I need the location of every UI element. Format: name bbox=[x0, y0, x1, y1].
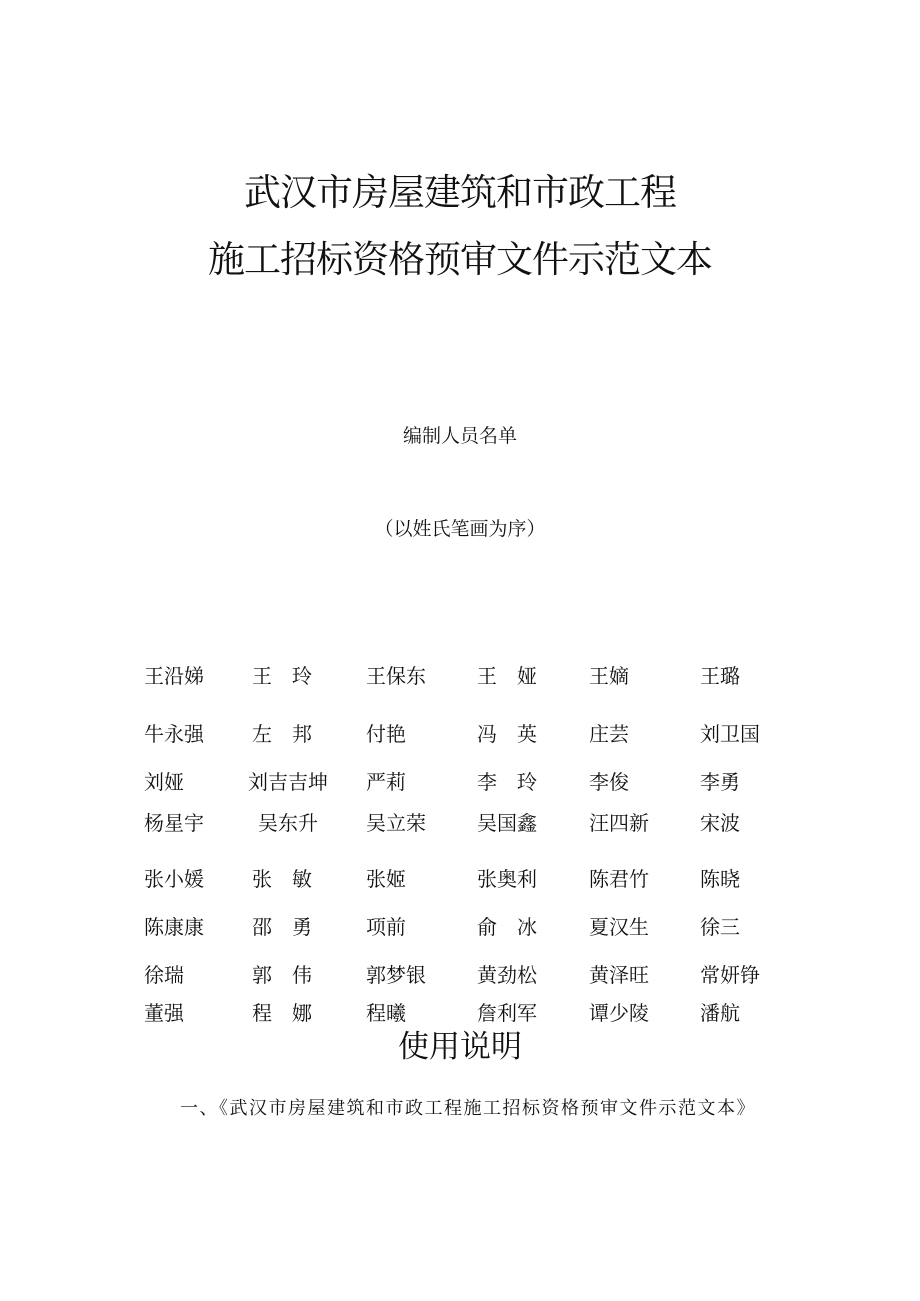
editors-list-heading: 编制人员名单 bbox=[402, 425, 517, 447]
editor-name: 王嫡 bbox=[589, 664, 629, 688]
editor-name: 张姬 bbox=[366, 867, 406, 891]
editor-name: 黄泽旺 bbox=[589, 963, 649, 987]
editor-name: 左 邦 bbox=[252, 722, 312, 746]
editor-name: 王璐 bbox=[700, 664, 740, 688]
editor-name: 付艳 bbox=[366, 722, 406, 746]
editor-name: 俞 冰 bbox=[477, 915, 537, 939]
editor-name: 王 娅 bbox=[477, 664, 537, 688]
editor-name: 吴立荣 bbox=[366, 811, 426, 835]
editor-name: 常妍铮 bbox=[700, 963, 760, 987]
usage-section-title: 使用说明 bbox=[398, 1029, 522, 1065]
editor-name: 程 娜 bbox=[252, 1001, 312, 1025]
editor-name: 程曦 bbox=[366, 1001, 406, 1025]
editor-name: 汪四新 bbox=[589, 811, 649, 835]
editor-name: 谭少陵 bbox=[589, 1001, 649, 1025]
editor-name: 詹利军 bbox=[477, 1001, 537, 1025]
editor-name: 项前 bbox=[366, 915, 406, 939]
document-title-line-2: 施工招标资格预审文件示范文本 bbox=[208, 238, 712, 281]
editor-name: 宋波 bbox=[700, 811, 740, 835]
editor-name: 李勇 bbox=[700, 770, 740, 794]
editor-name: 徐瑞 bbox=[144, 963, 184, 987]
order-note: （以姓氏笔画为序） bbox=[374, 518, 546, 540]
editor-name: 刘娅 bbox=[144, 770, 184, 794]
editor-name: 吴东升 bbox=[258, 811, 318, 835]
editor-name: 吴国鑫 bbox=[477, 811, 537, 835]
editor-name: 夏汉生 bbox=[589, 915, 649, 939]
editor-name: 陈晓 bbox=[700, 867, 740, 891]
editor-name: 潘航 bbox=[700, 1001, 740, 1025]
editor-name: 杨星宇 bbox=[144, 811, 204, 835]
editor-name: 李 玲 bbox=[477, 770, 537, 794]
editor-name: 张 敏 bbox=[252, 867, 312, 891]
editor-name: 郭 伟 bbox=[252, 963, 312, 987]
editor-name: 严莉 bbox=[366, 770, 406, 794]
editor-name: 黄劲松 bbox=[477, 963, 537, 987]
editor-name: 张小媛 bbox=[144, 867, 204, 891]
editor-name: 郭梦银 bbox=[366, 963, 426, 987]
editor-name: 王保东 bbox=[366, 664, 426, 688]
editor-name: 牛永强 bbox=[144, 722, 204, 746]
document-title-line-1: 武汉市房屋建筑和市政工程 bbox=[244, 171, 676, 214]
editor-name: 张奥利 bbox=[477, 867, 537, 891]
editor-name: 董强 bbox=[144, 1001, 184, 1025]
editor-name: 刘卫国 bbox=[700, 722, 760, 746]
editor-name: 刘吉吉坤 bbox=[248, 770, 328, 794]
editor-name: 王 玲 bbox=[252, 664, 312, 688]
editor-name: 李俊 bbox=[589, 770, 629, 794]
editor-name: 徐三 bbox=[700, 915, 740, 939]
editor-name: 邵 勇 bbox=[252, 915, 312, 939]
editor-name: 庄芸 bbox=[589, 722, 629, 746]
editor-name: 陈君竹 bbox=[589, 867, 649, 891]
editor-name: 冯 英 bbox=[477, 722, 537, 746]
usage-intro-paragraph: 一、《武汉市房屋建筑和市政工程施工招标资格预审文件示范文本》 bbox=[180, 1098, 756, 1119]
editor-name: 陈康康 bbox=[144, 915, 204, 939]
editor-name: 王沿娣 bbox=[144, 664, 204, 688]
